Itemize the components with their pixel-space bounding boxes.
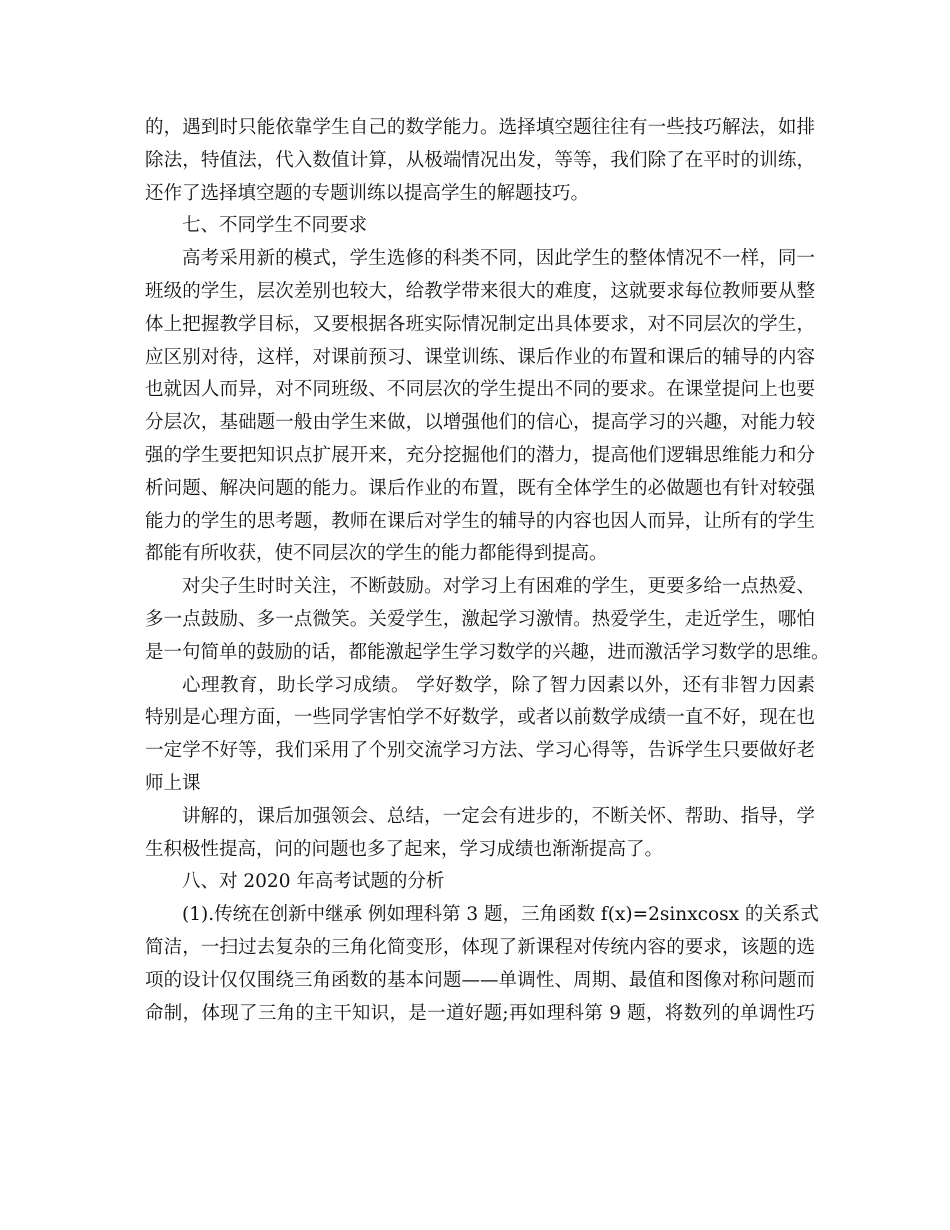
text-line: 还作了选择填空题的专题训练以提高学生的解题技巧。 [145, 182, 590, 204]
document-body [145, 112, 830, 1030]
text-line: 都能有所收获，使不同层次的学生的能力都能得到提高。 [145, 543, 608, 565]
text-line: 是一句简单的鼓励的话，都能激起学生学习数学的兴趣，进而激活学习数学的思维。 [145, 641, 830, 663]
text-line: 生积极性提高，问的问题也多了起来，学习成绩也渐渐提高了。 [145, 838, 664, 860]
text-line: 命制，体现了三角的主干知识，是一道好题;再如理科第 9 题，将数列的单调性巧 [145, 1002, 815, 1024]
text-line: 简洁，一扫过去复杂的三角化简变形，体现了新课程对传统内容的要求，该题的选 [145, 936, 815, 958]
text-line: 应区别对待，这样，对课前预习、课堂训练、课后作业的布置和课后的辅导的内容 [145, 346, 815, 368]
text-line: 的，遇到时只能依靠学生自己的数学能力。选择填空题往往有一些技巧解法，如排 [145, 117, 815, 138]
text-line: 多一点鼓励、多一点微笑。关爱学生，激起学习激情。热爱学生，走近学生，哪怕 [145, 608, 815, 630]
text-line: 一定学不好等，我们采用了个别交流学习方法、学习心得等，告诉学生只要做好老 [145, 740, 815, 762]
text-line: 分层次，基础题一般由学生来做，以增强他们的信心，提高学习的兴趣，对能力较 [145, 412, 815, 434]
text-line: 心理教育，助长学习成绩。 学好数学，除了智力因素以外，还有非智力因素 [182, 674, 815, 696]
text-line: 讲解的，课后加强领会、总结，一定会有进步的，不断关怀、帮助、指导，学 [182, 805, 815, 827]
text-line: 强的学生要把知识点扩展开来，充分挖掘他们的潜力，提高他们逻辑思维能力和分 [145, 444, 815, 466]
text-line: 也就因人而异，对不同班级、不同层次的学生提出不同的要求。在课堂提问上也要 [145, 379, 815, 401]
text-line: 对尖子生时时关注，不断鼓励。对学习上有困难的学生，更要多给一点热爱、 [182, 576, 815, 598]
text-line: 八、对 2020 年高考试题的分析 [182, 871, 445, 893]
text-line: 高考采用新的模式，学生选修的科类不同，因此学生的整体情况不一样，同一 [182, 248, 815, 270]
text-line: (1).传统在创新中继承 例如理科第 3 题，三角函数 f(x)=2sinxcosx 的关系式 [182, 904, 819, 926]
text-line: 体上把握教学目标，又要根据各班实际情况制定出具体要求，对不同层次的学生， [145, 313, 815, 335]
text-line: 析问题、解决问题的能力。课后作业的布置，既有全体学生的必做题也有针对较强 [145, 477, 815, 499]
text-line: 师上课 [145, 772, 201, 794]
text-line: 特别是心理方面，一些同学害怕学不好数学，或者以前数学成绩一直不好，现在也 [145, 707, 815, 729]
text-line: 能力的学生的思考题，教师在课后对学生的辅导的内容也因人而异，让所有的学生 [145, 510, 815, 532]
text-line: 项的设计仅仅围绕三角函数的基本问题——单调性、周期、最值和图像对称问题而 [145, 969, 815, 991]
text-line: 七、不同学生不同要求 [182, 215, 368, 237]
text-line: 除法，特值法，代入数值计算，从极端情况出发，等等，我们除了在平时的训练， [145, 149, 815, 171]
text-line: 班级的学生，层次差别也较大，给教学带来很大的难度，这就要求每位教师要从整 [145, 280, 815, 302]
